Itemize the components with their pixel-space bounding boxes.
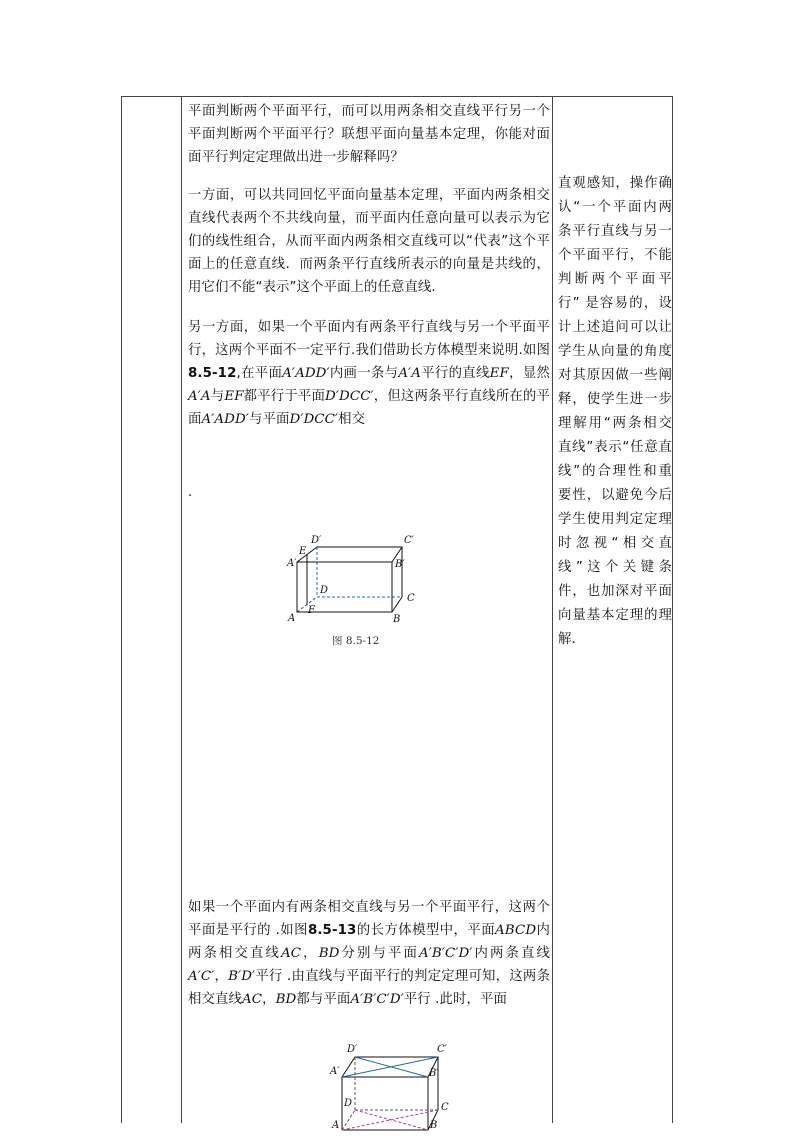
figure-caption: 图 8.5-12 bbox=[332, 635, 380, 647]
paragraph-other-side: 另一方面，如果一个平面内有两条平行直线与另一个平面平行，这两个平面不一定平行.我们借助长方体模型来说明.如图8.5-12,在平面A′ADD′内画一条与A′A平行的直线EF，显然A′A与EF都平行于平面D′DCC′，但这两条平行直线所在的平面A′ADD′与平面D′DCC′相交 bbox=[188, 320, 551, 427]
figure-8-5-12 bbox=[287, 527, 427, 631]
label2-b-prime: B′ bbox=[429, 1068, 439, 1079]
lesson-table bbox=[121, 96, 673, 1131]
stray-period: . bbox=[188, 485, 193, 500]
design-intent-note: 直观感知，操作确认“一个平面内两条平行直线与另一个平面平行，不能判断两个平面平行” 是容易的，设计上述追问可以让学生从向量的角度对其原因做一些阐释，使学生进一步理解用“两条相交直线”表示“任意直线”的合理性和重要性，以避免今后学生使用判定定理时忽视“相交直线”这个关键条件，也加深对平面向量基本定理的理解． bbox=[558, 176, 672, 647]
label-a: A bbox=[288, 613, 296, 624]
label2-a: A bbox=[332, 1120, 340, 1131]
label2-b: B bbox=[430, 1120, 438, 1131]
label-e: E bbox=[299, 546, 307, 557]
column-divider-right bbox=[552, 97, 553, 1123]
cuboid-diagram bbox=[287, 527, 427, 627]
label-f: F bbox=[308, 605, 315, 616]
label-c: C bbox=[407, 593, 415, 604]
paragraph-question: 平面判断两个平面平行，而可以用两条相交直线平行另一个平面判断两个平面平行？联想平面向量基本定理，你能对面面平行判定定理做出进一步解释吗？ bbox=[188, 104, 550, 165]
label2-d-prime: D′ bbox=[347, 1044, 358, 1055]
label-b-prime: B′ bbox=[395, 559, 405, 570]
label-d-prime: D′ bbox=[311, 535, 322, 546]
paragraph-one-side: 一方面，可以共同回忆平面向量基本定理，平面内两条相交直线代表两个不共线向量，而平面内任意向量可以表示为它们的线性组合，从而平面内两条相交直线可以“代表”这个平面上的任意直线．而两条平行直线所表示的向量是共线的，用它们不能“表示”这个平面上的任意直线． bbox=[188, 188, 550, 295]
figure-8-5-13 bbox=[320, 1042, 460, 1131]
label2-a-prime: A′ bbox=[330, 1066, 340, 1077]
cuboid-diagram-2 bbox=[320, 1042, 460, 1142]
label2-c-prime: C′ bbox=[437, 1044, 447, 1055]
label-b: B bbox=[393, 614, 401, 625]
label-d: D bbox=[320, 585, 329, 596]
label-c-prime: C′ bbox=[404, 535, 414, 546]
label-a-prime: A′ bbox=[287, 558, 297, 569]
label2-c: C bbox=[441, 1102, 449, 1113]
column-divider-left bbox=[181, 97, 182, 1123]
paragraph-intersecting: 如果一个平面内有两条相交直线与另一个平面平行，这两个平面是平行的 .如图8.5-13的长方体模型中，平面ABCD内两条相交直线AC，BD分别与平面A′B′C′D′内两条直线A′C′，B′D′平行 .由直线与平面平行的判定定理可知，这两条相交直线AC，BD都与平面A′B′C′D′平行 .此时，平面 bbox=[188, 900, 551, 1007]
label2-d: D bbox=[344, 1098, 353, 1109]
